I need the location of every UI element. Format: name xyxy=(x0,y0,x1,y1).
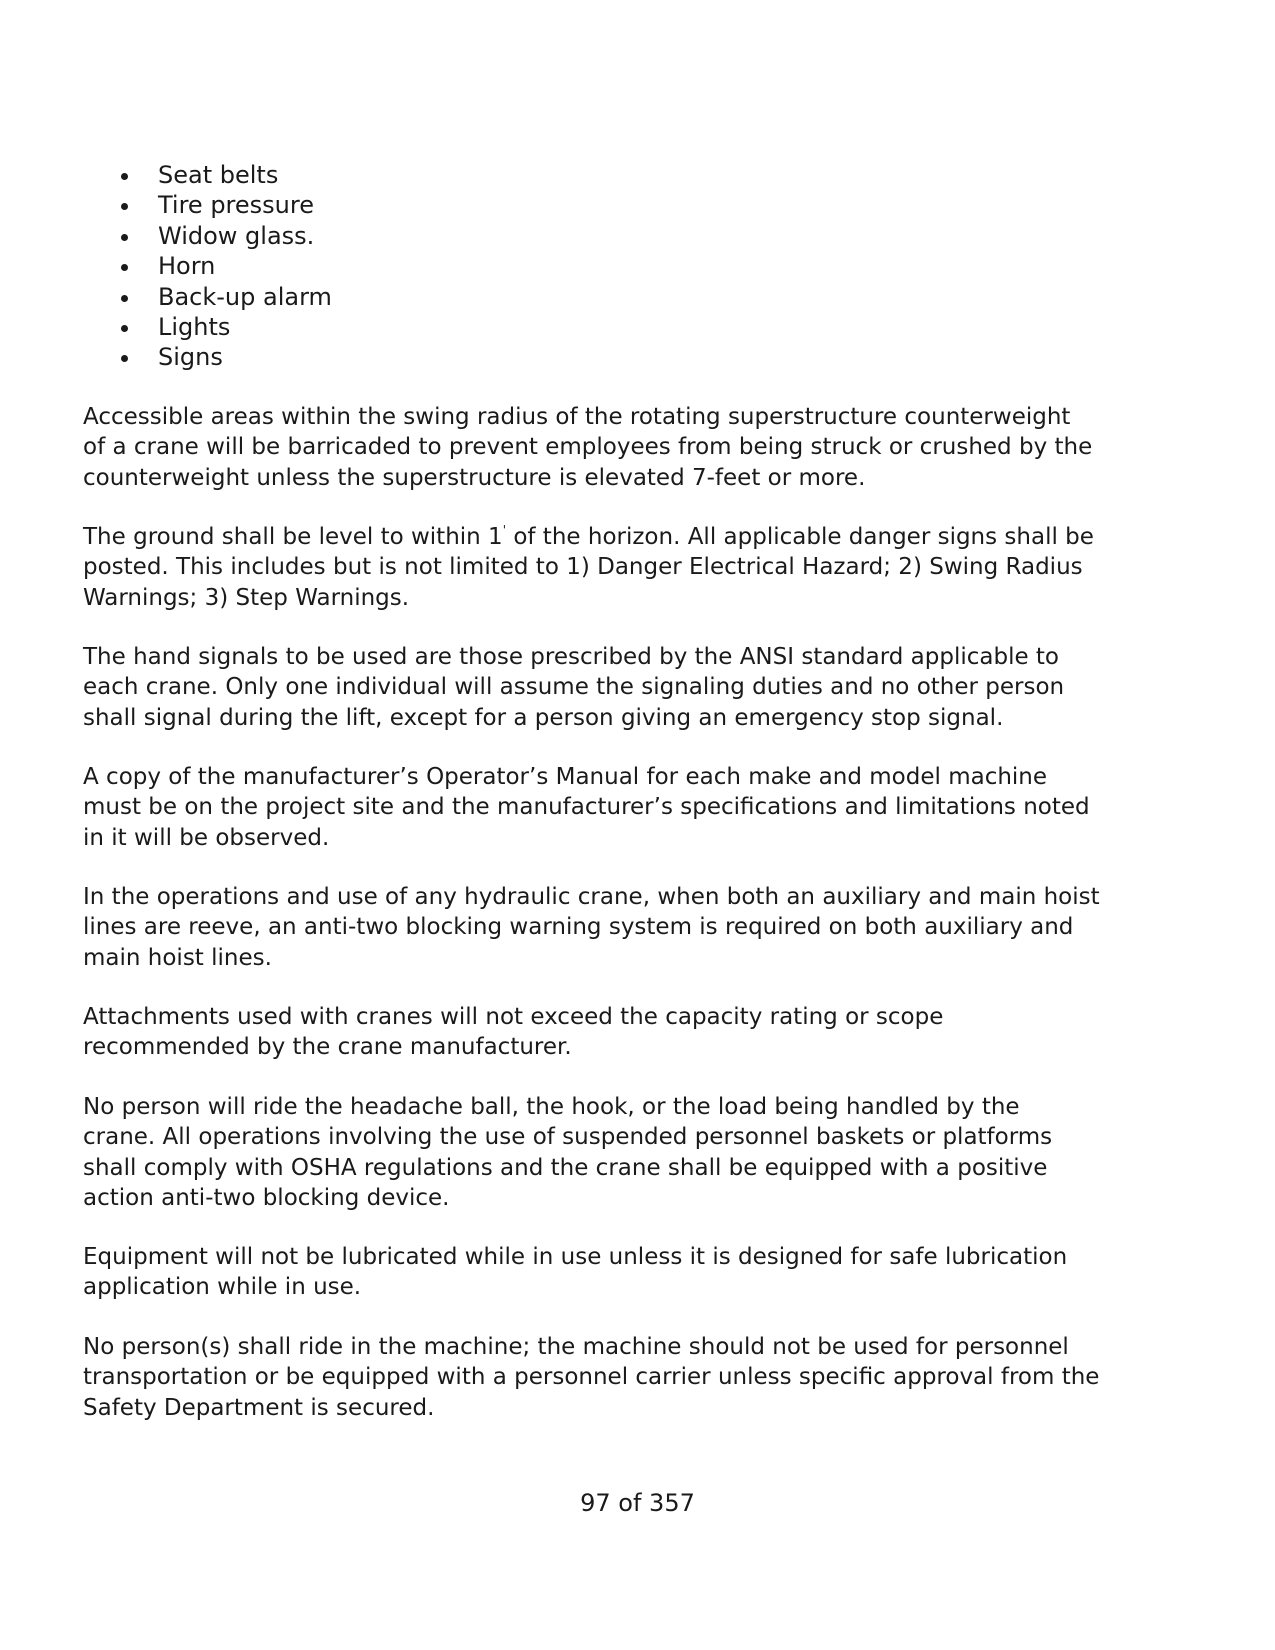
bullet-icon xyxy=(121,203,128,210)
list-item-text: Signs xyxy=(158,343,223,372)
bullet-icon xyxy=(121,325,128,332)
paragraph-text: of the horizon. All applicable danger signs shall be xyxy=(506,524,1094,550)
paragraph-lubrication xyxy=(83,1242,1203,1303)
list-item-text: Seat belts xyxy=(158,161,279,189)
bullet-icon xyxy=(121,264,128,271)
paragraph-line: in it will be observed. xyxy=(83,824,330,851)
paragraph-operators-manual xyxy=(83,762,1203,853)
list-item-text: Widow glass. xyxy=(158,221,315,250)
paragraph-line: shall signal during the lift, except for a person giving an emergency stop signal. xyxy=(83,704,1004,731)
page-number: 97 of 357 xyxy=(580,1489,695,1517)
list-item-text: Lights xyxy=(158,312,231,341)
paragraph-line: The hand signals to be used are those prescribed by the ANSI standard applicable to xyxy=(83,644,1060,670)
paragraph-line: posted. This includes but is not limited to 1) Danger Electrical Hazard; 2) Swing Radius xyxy=(83,554,1083,581)
paragraph-hand-signals xyxy=(83,642,1203,733)
bullet-icon xyxy=(121,295,128,302)
list-item xyxy=(114,312,332,342)
paragraph-line: counterweight unless the superstructure is elevated 7-feet or more. xyxy=(83,464,866,491)
paragraph-line: action anti-two blocking device. xyxy=(83,1185,450,1212)
paragraph-line: crane. All operations involving the use of suspended personnel baskets or platforms xyxy=(83,1124,1053,1151)
equipment-checklist xyxy=(114,160,332,373)
paragraph-line: Attachments used with cranes will not exceed the capacity rating or scope xyxy=(83,1004,944,1030)
paragraph-line: shall comply with OSHA regulations and the crane shall be equipped with a positive xyxy=(83,1154,1048,1181)
paragraph-line: A copy of the manufacturer’s Operator’s Manual for each make and model machine xyxy=(83,764,1048,790)
paragraph-text: The ground shall be level to within 1 xyxy=(83,524,503,550)
paragraph-ground-level xyxy=(83,522,1203,613)
list-item xyxy=(114,221,332,251)
paragraph-line: No person(s) shall ride in the machine; the machine should not be used for personnel xyxy=(83,1334,1069,1360)
list-item-text: Tire pressure xyxy=(158,191,314,220)
list-item-text: Back-up alarm xyxy=(158,282,332,311)
paragraph-line xyxy=(83,522,1203,552)
paragraph-line: Equipment will not be lubricated while in use unless it is designed for safe lubrication xyxy=(83,1244,1068,1270)
list-item xyxy=(114,342,332,372)
paragraph-line: Accessible areas within the swing radius of the rotating superstructure counterweight xyxy=(83,404,1071,430)
list-item xyxy=(114,282,332,312)
paragraph-line: transportation or be equipped with a personnel carrier unless specific approval from the xyxy=(83,1364,1100,1391)
paragraph-swing-radius xyxy=(83,402,1203,493)
paragraph-no-riding-machine xyxy=(83,1332,1203,1423)
list-item xyxy=(114,190,332,220)
paragraph-no-riding-load xyxy=(83,1092,1203,1214)
paragraph-line: In the operations and use of any hydraulic crane, when both an auxiliary and main hoist xyxy=(83,884,1100,910)
paragraph-line: Safety Department is secured. xyxy=(83,1394,435,1421)
paragraph-line: main hoist lines. xyxy=(83,944,272,971)
paragraph-line: each crane. Only one individual will assume the signaling duties and no other person xyxy=(83,674,1065,701)
paragraph-attachments xyxy=(83,1002,1203,1063)
paragraph-hydraulic-crane xyxy=(83,882,1203,973)
list-item xyxy=(114,251,332,281)
list-item xyxy=(114,160,332,190)
degree-mark: ' xyxy=(502,523,507,537)
bullet-icon xyxy=(121,173,128,180)
bullet-icon xyxy=(121,355,128,362)
paragraph-line: of a crane will be barricaded to prevent employees from being struck or crushed by the xyxy=(83,434,1093,461)
list-item-text: Horn xyxy=(158,252,216,281)
bullet-icon xyxy=(121,234,128,241)
paragraph-line: recommended by the crane manufacturer. xyxy=(83,1034,572,1061)
paragraph-line: No person will ride the headache ball, the hook, or the load being handled by the xyxy=(83,1094,1020,1120)
paragraph-line: must be on the project site and the manufacturer’s specifications and limitations noted xyxy=(83,794,1090,821)
paragraph-line: application while in use. xyxy=(83,1274,362,1301)
paragraph-line: lines are reeve, an anti-two blocking warning system is required on both auxiliary and xyxy=(83,914,1074,941)
paragraph-line: Warnings; 3) Step Warnings. xyxy=(83,584,410,611)
